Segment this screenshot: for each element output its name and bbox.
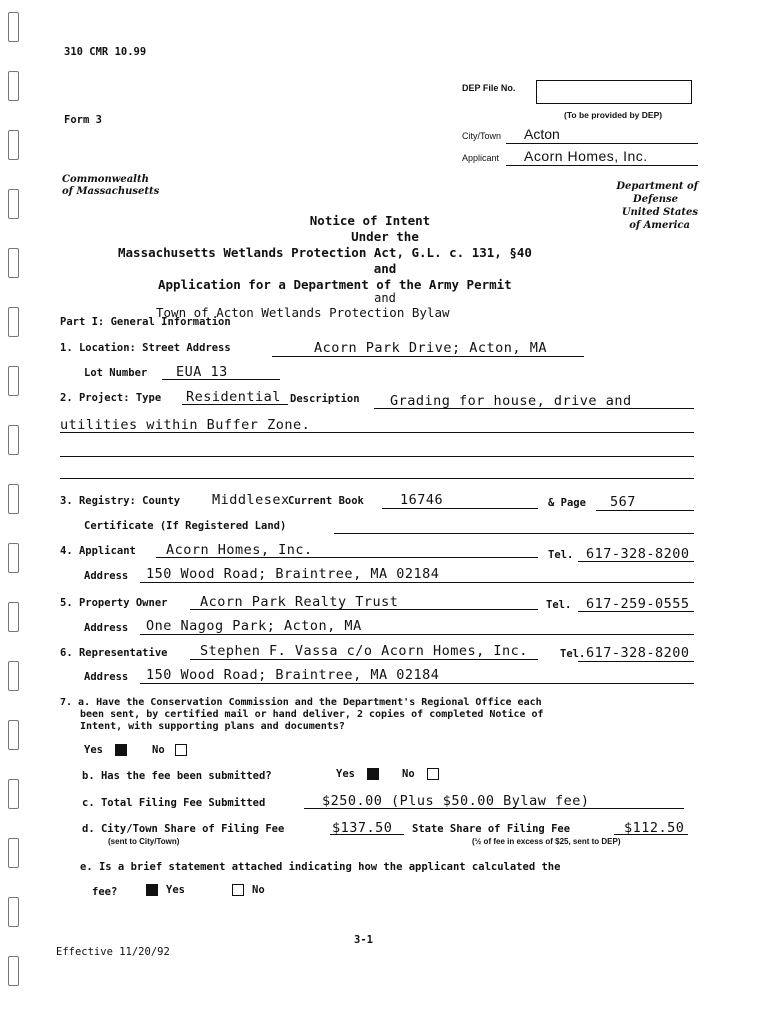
binder-hole: [8, 130, 19, 160]
city-share-field[interactable]: $137.50: [332, 820, 393, 836]
q7b-yes-checkbox[interactable]: [367, 768, 379, 780]
binder-hole: [8, 838, 19, 868]
county-field[interactable]: Middlesex: [212, 492, 290, 508]
binder-hole: [8, 484, 19, 514]
binder-hole: [8, 366, 19, 396]
state-share-note: (½ of fee in excess of $25, sent to DEP): [472, 837, 621, 846]
q5-label: 5. Property Owner: [60, 597, 168, 609]
owner-tel-field[interactable]: 617-259-0555: [586, 596, 690, 612]
binder-hole: [8, 720, 19, 750]
representative-address-field[interactable]: 150 Wood Road; Braintree, MA 02184: [146, 667, 440, 683]
total-fee-field[interactable]: $250.00 (Plus $50.00 Bylaw fee): [322, 793, 590, 809]
q7e-yes: Yes: [146, 884, 185, 896]
q7a-yes: Yes: [84, 744, 127, 756]
description-label: Description: [290, 393, 360, 405]
q7a-no: No: [152, 744, 187, 756]
city-town-label: City/Town: [462, 131, 502, 141]
binder-holes: [8, 12, 22, 1015]
title-line4: and: [373, 261, 397, 276]
regulation-number: 310 CMR 10.99: [64, 46, 147, 58]
q4-label: 4. Applicant: [60, 545, 136, 557]
q7b-no-checkbox[interactable]: [427, 768, 439, 780]
q7e-no: No: [232, 884, 265, 896]
book-field[interactable]: 16746: [400, 492, 444, 508]
q7a-yes-checkbox[interactable]: [115, 744, 127, 756]
binder-hole: [8, 71, 19, 101]
description-field-line2[interactable]: utilities within Buffer Zone.: [60, 417, 311, 433]
page-field[interactable]: 567: [610, 494, 636, 510]
applicant-header-label: Applicant: [462, 153, 500, 163]
representative-address-label: Address: [84, 671, 129, 683]
title-line2: Under the: [351, 229, 419, 244]
title-line7: Town of Acton Wetlands Protection Bylaw: [156, 305, 450, 320]
q6-label: 6. Representative: [60, 647, 168, 659]
q7a-line3: Intent, with supporting plans and documents?: [80, 721, 345, 732]
q7a-line1: 7. a. Have the Conservation Commission and the Department's Regional Office each: [60, 697, 542, 708]
title-line3: Massachusetts Wetlands Protection Act, G.L. c. 131, §40: [118, 245, 532, 260]
q7b-no: No: [402, 768, 439, 780]
binder-hole: [8, 12, 19, 42]
applicant-address-label: Address: [84, 570, 129, 582]
owner-address-field[interactable]: One Nagog Park; Acton, MA: [146, 618, 362, 634]
form-number: Form 3: [64, 114, 102, 126]
q7e-line1: e. Is a brief statement attached indicating how the applicant calculated the: [80, 861, 561, 873]
binder-hole: [8, 425, 19, 455]
q7e-no-checkbox[interactable]: [232, 884, 244, 896]
lot-number-field[interactable]: EUA 13: [176, 364, 228, 380]
commonwealth-label: Commonwealth of Massachusetts: [62, 174, 160, 197]
applicant-field[interactable]: Acorn Homes, Inc.: [166, 542, 313, 558]
representative-field[interactable]: Stephen F. Vassa c/o Acorn Homes, Inc.: [200, 643, 528, 659]
applicant-tel-label: Tel.: [548, 549, 574, 561]
binder-hole: [8, 307, 19, 337]
q7a-line2: been sent, by certified mail or hand deliver, 2 copies of completed Notice of: [80, 709, 544, 720]
q1-label: 1. Location: Street Address: [60, 342, 231, 354]
binder-hole: [8, 897, 19, 927]
certificate-label: Certificate (If Registered Land): [84, 520, 287, 532]
q7d-label: d. City/Town Share of Filing Fee: [82, 823, 285, 835]
q2-label: 2. Project: Type: [60, 392, 162, 404]
binder-hole: [8, 661, 19, 691]
dep-file-box[interactable]: [536, 80, 692, 104]
effective-date: Effective 11/20/92: [56, 946, 170, 958]
q7e-yes-checkbox[interactable]: [146, 884, 158, 896]
title-line6: and: [374, 291, 396, 305]
q7a-no-checkbox[interactable]: [175, 744, 187, 756]
description-field-line1[interactable]: Grading for house, drive and: [390, 393, 632, 409]
property-owner-field[interactable]: Acorn Park Realty Trust: [200, 594, 399, 610]
lot-label: Lot Number: [84, 367, 148, 379]
city-town-value[interactable]: Acton: [524, 126, 560, 142]
q3-label: 3. Registry: County: [60, 495, 181, 507]
representative-tel-label: Tel.: [560, 648, 586, 660]
owner-address-label: Address: [84, 622, 129, 634]
q7e-line2: fee?: [92, 886, 118, 898]
dep-file-note: (To be provided by DEP): [564, 110, 663, 120]
project-type-field[interactable]: Residential: [186, 389, 281, 405]
q7b-yes: Yes: [336, 768, 379, 780]
part1-heading: Part I: General Information: [60, 316, 231, 328]
owner-tel-label: Tel.: [546, 599, 572, 611]
page-number: 3-1: [354, 934, 373, 946]
applicant-header-value[interactable]: Acorn Homes, Inc.: [524, 148, 648, 164]
dod-label: Department of Defense United States of America: [616, 181, 698, 231]
location-address-field[interactable]: Acorn Park Drive; Acton, MA: [314, 340, 547, 356]
applicant-address-field[interactable]: 150 Wood Road; Braintree, MA 02184: [146, 566, 440, 582]
representative-tel-field[interactable]: 617-328-8200: [586, 645, 690, 661]
binder-hole: [8, 543, 19, 573]
book-label: Current Book: [288, 495, 364, 507]
applicant-tel-field[interactable]: 617-328-8200: [586, 546, 690, 562]
binder-hole: [8, 956, 19, 986]
title-line1: Notice of Intent: [309, 213, 431, 228]
q7b-label: b. Has the fee been submitted?: [82, 770, 272, 782]
state-share-label: State Share of Filing Fee: [412, 823, 571, 835]
binder-hole: [8, 602, 19, 632]
city-share-note: (sent to City/Town): [108, 837, 180, 846]
q7c-label: c. Total Filing Fee Submitted: [82, 797, 266, 809]
title-line5: Application for a Department of the Army Permit: [158, 277, 512, 292]
page-label: & Page: [548, 497, 586, 509]
dep-file-label: DEP File No.: [462, 83, 516, 93]
state-share-field[interactable]: $112.50: [624, 820, 685, 836]
binder-hole: [8, 779, 19, 809]
